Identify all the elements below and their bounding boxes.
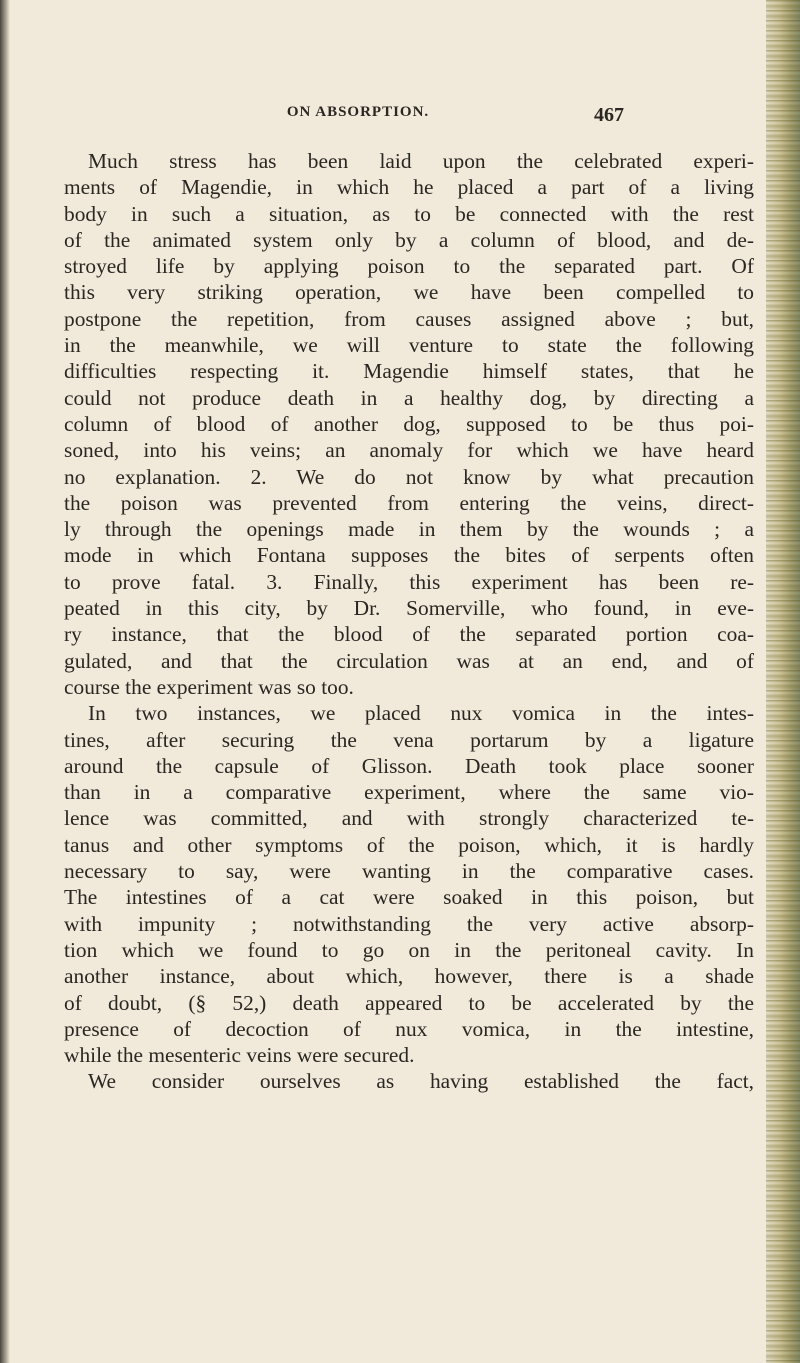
text-line: with impunity ; notwithstanding the very active absorp- xyxy=(64,911,754,936)
text-line: in the meanwhile, we will venture to state the following xyxy=(64,333,754,358)
text-line: ments of Magendie, in which he placed a part of a living xyxy=(64,175,754,200)
text-line: ly through the openings made in them by the wounds ; a xyxy=(64,517,754,542)
text-line: necessary to say, were wanting in the comparative cases. xyxy=(64,859,754,884)
text-line: tanus and other symptoms of the poison, which, it is hardly xyxy=(64,832,754,857)
text-line: tines, after securing the vena portarum by a ligature xyxy=(64,727,754,752)
text-line: than in a comparative experiment, where the same vio- xyxy=(64,780,754,805)
running-head: ON ABSORPTION. xyxy=(286,104,430,120)
page-number: 467 xyxy=(594,104,624,126)
text-line: this very striking operation, we have been compelled to xyxy=(64,280,754,305)
text-line: tion which we found to go on in the peritoneal cavity. In xyxy=(64,937,754,962)
text-line: the poison was prevented from entering the veins, direct- xyxy=(64,490,754,515)
text-line: gulated, and that the circulation was at an end, and of xyxy=(64,648,754,673)
text-line: column of blood of another dog, supposed to be thus poi- xyxy=(64,411,754,436)
text-line: of doubt, (§ 52,) death appeared to be accelerated by the xyxy=(64,990,754,1015)
page-header xyxy=(92,104,624,127)
text-line: while the mesenteric veins were secured. xyxy=(64,1043,415,1068)
text-line: Much stress has been laid upon the celebrated experi- xyxy=(88,149,754,173)
binding-shadow xyxy=(0,0,10,1363)
text-line: peated in this city, by Dr. Somerville, who found, in eve- xyxy=(64,596,754,621)
text-line: The intestines of a cat were soaked in this poison, but xyxy=(64,885,754,910)
text-line: We consider ourselves as having established the fact, xyxy=(88,1069,754,1094)
text-line: postpone the repetition, from causes assigned above ; but, xyxy=(64,306,754,331)
page-edge xyxy=(766,0,800,1363)
text-line: another instance, about which, however, there is a shade xyxy=(64,964,754,989)
text-line: ry instance, that the blood of the separated portion coa- xyxy=(64,622,754,647)
text-line: mode in which Fontana supposes the bites of serpents often xyxy=(64,543,754,568)
text-line: course the experiment was so too. xyxy=(64,674,354,699)
text-line: of the animated system only by a column of blood, and de- xyxy=(64,227,754,252)
text-line: lence was committed, and with strongly characterized te- xyxy=(64,806,754,831)
text-line: no explanation. 2. We do not know by what precaution xyxy=(64,464,754,489)
text-line: to prove fatal. 3. Finally, this experiment has been re- xyxy=(64,569,754,594)
text-line: body in such a situation, as to be connected with the rest xyxy=(64,201,754,226)
text-line: difficulties respecting it. Magendie himself states, that he xyxy=(64,359,754,384)
body-text xyxy=(64,148,754,1095)
text-line: could not produce death in a healthy dog, by directing a xyxy=(64,385,754,410)
text-line: soned, into his veins; an anomaly for which we have heard xyxy=(64,438,754,463)
text-line: presence of decoction of nux vomica, in the intestine, xyxy=(64,1016,754,1041)
text-line: stroyed life by applying poison to the separated part. Of xyxy=(64,254,754,279)
text-line: In two instances, we placed nux vomica in the intes- xyxy=(88,701,754,726)
text-line: around the capsule of Glisson. Death took place sooner xyxy=(64,753,754,778)
